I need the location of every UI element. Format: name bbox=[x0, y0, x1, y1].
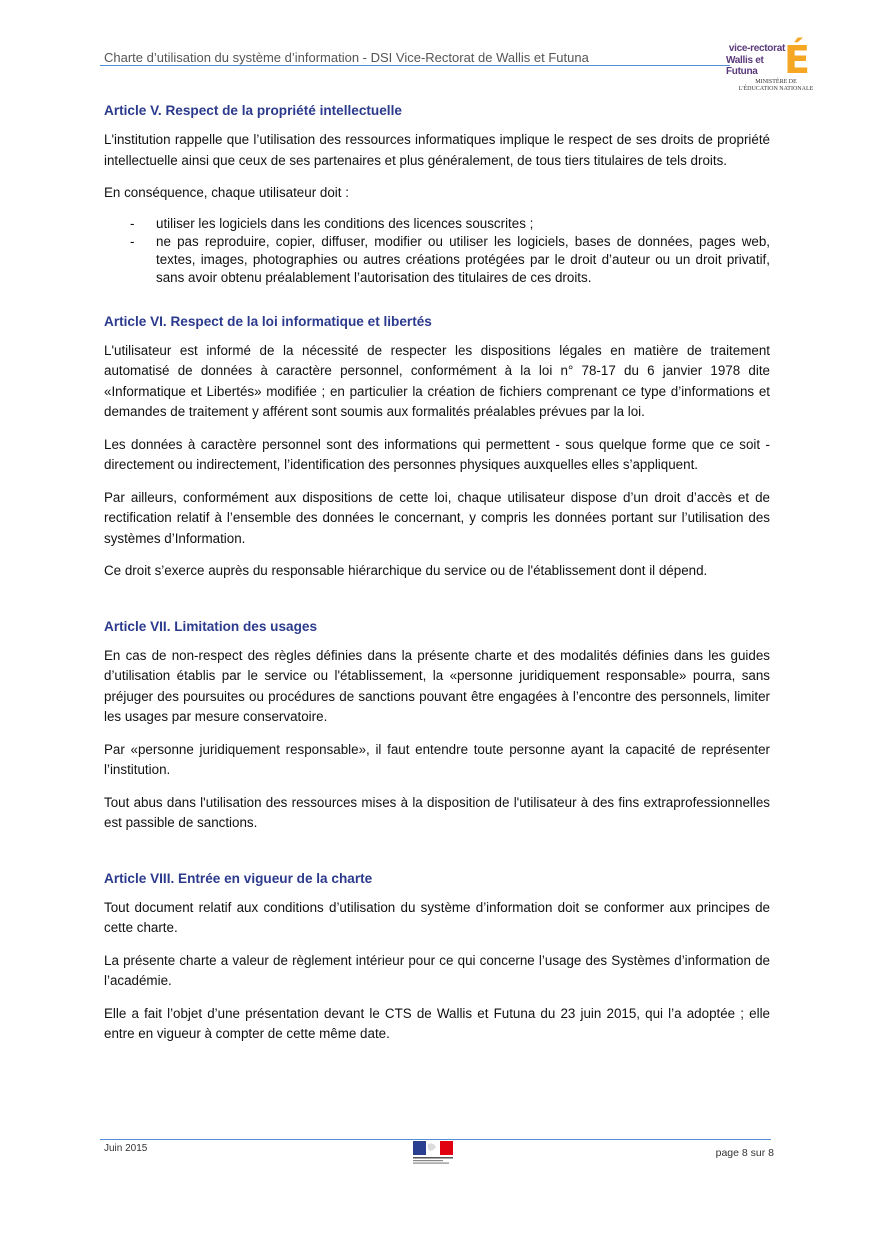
article-8-paragraph-1: Tout document relatif aux conditions d’utilisation du système d’information doit se conformer aux principes de cette charte. bbox=[104, 899, 770, 935]
header-divider bbox=[100, 65, 730, 66]
article-8-title: Article VIII. Entrée en vigueur de la charte bbox=[104, 870, 373, 886]
academie-logo-icon bbox=[726, 40, 821, 92]
marianne-flag-icon bbox=[411, 1140, 455, 1166]
list-item-text: ne pas reproduire, copier, diffuser, modifier ou utiliser les logiciels, bases de données, pages web, textes, images, photographies ou autres créations protégées par le droit d’auteur ou un droit privatif, sans avoir obtenu préalablement l’autorisation des titulaires de ces droits. bbox=[156, 233, 770, 285]
article-6-title: Article VI. Respect de la loi informatique et libertés bbox=[104, 313, 432, 329]
article-6-paragraph-3: Par ailleurs, conformément aux dispositions de cette loi, chaque utilisateur dispose d’un droit d’accès et de rectification relatif à l’ensemble des données le concernant, y compris les données portant sur l’utilisation des systèmes d’Information. bbox=[104, 489, 770, 546]
article-5-list bbox=[104, 215, 770, 287]
logo-line-2: Wallis et Futuna bbox=[726, 55, 764, 77]
article-7-paragraph-3: Tout abus dans l'utilisation des ressources mises à la disposition de l'utilisateur à des fins extraprofessionnelles est passible de sanctions. bbox=[104, 794, 770, 830]
list-item: - utiliser les logiciels dans les conditions des licences souscrites ; bbox=[130, 215, 534, 231]
list-item-text: utiliser les logiciels dans les conditions des licences souscrites ; bbox=[156, 215, 534, 231]
article-5-paragraph-1: L'institution rappelle que l’utilisation des ressources informatiques implique le respect de ses droits de propriété intellectuelle ainsi que ceux de ses partenaires et plus généralement, de tous tiers titulaires de tels droits. bbox=[104, 132, 770, 168]
article-8-paragraph-3: Elle a fait l’objet d’une présentation devant le CTS de Wallis et Futuna du 23 juin 2015, qui l’a adoptée ; elle entre en vigueur à compter de cette même date. bbox=[104, 1005, 770, 1041]
article-6-paragraph-1: L'utilisateur est informé de la nécessité de respecter les dispositions légales en matière de traitement automatisé de données à caractère personnel, conformément à la loi n° 78-17 du 6 janvier 1978 dite «Informatique et Libertés» modifiée ; en particulier la création de fichiers comprenant ce type d’informations et demandes de traitement y afférent sont soumis aux formalités préalables prévues par la loi. bbox=[104, 342, 770, 419]
logo-letter: É bbox=[784, 38, 810, 82]
article-7-title: Article VII. Limitation des usages bbox=[104, 618, 318, 634]
document-body bbox=[104, 103, 770, 1045]
logo-ministry-line-1: MINISTÈRE DE bbox=[755, 79, 797, 85]
article-5-paragraph-2: En conséquence, chaque utilisateur doit : bbox=[104, 185, 349, 200]
footer-date: Juin 2015 bbox=[104, 1143, 148, 1154]
article-7-paragraph-1: En cas de non-respect des règles définies dans la présente charte et des modalités définies dans les guides d’utilisation établis par le service ou l'établissement, la «personne juridiquement responsable» pourra, sans préjuger des poursuites ou procédures de sanctions pouvant être engagées à l’encontre des personnels, limiter les usages par mesure conservatoire. bbox=[104, 647, 770, 724]
logo-ministry bbox=[736, 79, 816, 93]
logo-line-1: vice-rectorat bbox=[728, 43, 785, 54]
page-number: page 8 sur 8 bbox=[715, 1147, 774, 1159]
article-6-paragraph-2: Les données à caractère personnel sont des informations qui permettent - sous quelque forme que ce soit - directement ou indirectement, l’identification des personnes physiques auxquelles elles s’appliquent. bbox=[104, 436, 770, 472]
header-title: Charte d’utilisation du système d’information - DSI Vice-Rectorat de Wallis et Futuna bbox=[104, 50, 589, 65]
list-item: - ne pas reproduire, copier, diffuser, modifier ou utiliser les logiciels, bases de données, pages web, textes, images, photographies ou autres créations protégées par le droit d’auteur ou un droit privatif, sans avoir obtenu préalablement l’autorisation des titulaires de ces droits. bbox=[130, 233, 770, 285]
article-6-paragraph-4: Ce droit s’exerce auprès du responsable hiérarchique du service ou de l'établissement dont il dépend. bbox=[104, 563, 708, 578]
article-7-paragraph-2: Par «personne juridiquement responsable», il faut entendre toute personne ayant la capacité de représenter l’institution. bbox=[104, 741, 770, 777]
article-8-paragraph-2: La présente charte a valeur de règlement intérieur pour ce qui concerne l’usage des Systèmes d’information de l’académie. bbox=[104, 952, 770, 988]
article-5-title: Article V. Respect de la propriété intellectuelle bbox=[104, 103, 402, 118]
logo-ministry-line-2: L'ÉDUCATION NATIONALE bbox=[738, 86, 814, 92]
